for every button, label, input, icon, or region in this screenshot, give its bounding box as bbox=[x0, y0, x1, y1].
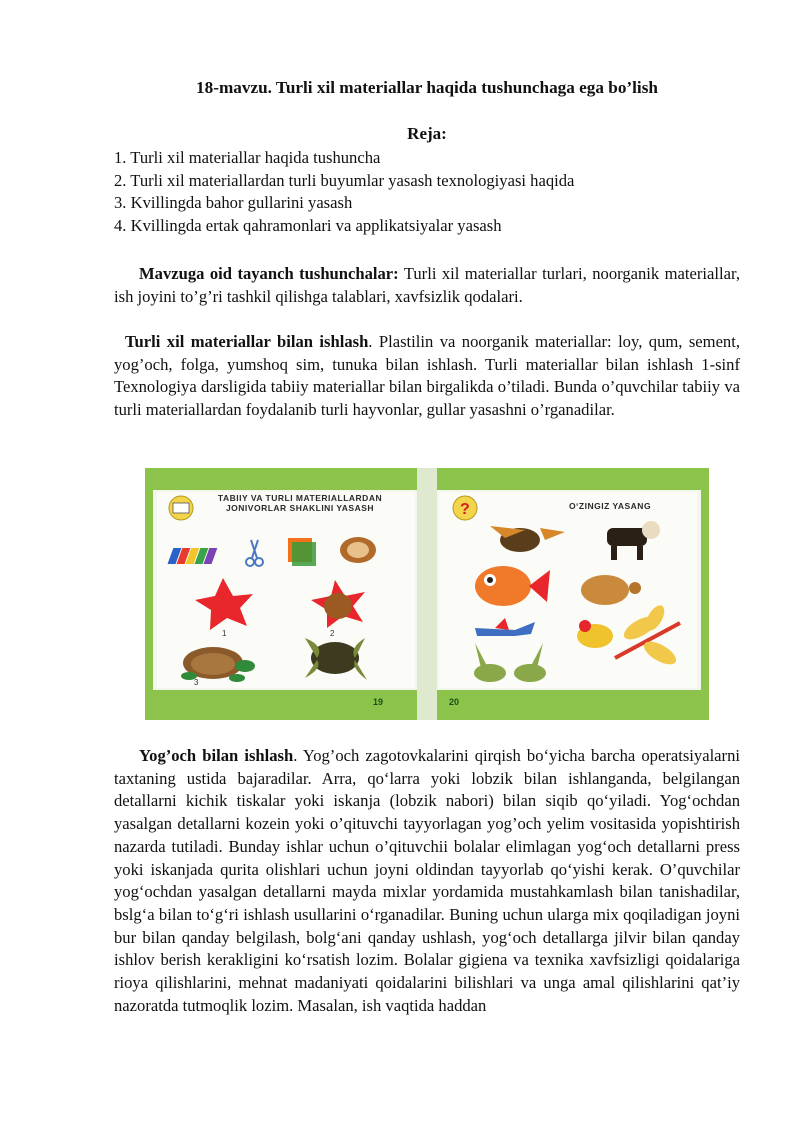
svg-text:?: ? bbox=[460, 501, 470, 518]
plan-item: 3. Kvillingda bahor gullarini yasash bbox=[114, 193, 353, 213]
key-concepts-paragraph bbox=[114, 263, 740, 308]
paragraph-lead: Turli xil materiallar bilan ishlash bbox=[125, 332, 369, 351]
paragraph-lead: Yog’och bilan ishlash bbox=[139, 746, 294, 765]
plan-item: 4. Kvillingda ertak qahramonlari va applikatsiyalar yasash bbox=[114, 215, 502, 235]
right-page-number: 20 bbox=[449, 697, 460, 707]
textbook-illustration bbox=[145, 468, 709, 720]
paragraph-text: Turli xil materiallar turlari, noorganik materiallar, ish joyini to’g’ri tashkil qilishga talablari, xavfsizlik qodalari. bbox=[114, 264, 740, 306]
paragraph-text: . Plastilin va noorganik materiallar: loy, qum, sement, yog’och, folga, yumshoq sim, tunuka bilan ishlash. Turli materiallar bilan ishlash 1-sinf Texnologiya darsligida tabiiy materiallar bilan birgalikda o’tiladi. Bunda o’quvchilar tabiiy va turli materiallardan foydalanib turli hayvonlar, gullar yasashni o’rganadilar. bbox=[114, 332, 740, 420]
item-number: 1 bbox=[222, 629, 227, 638]
right-page-heading: O‘ZINGIZ YASANG bbox=[568, 501, 652, 511]
item-number: 3 bbox=[194, 678, 199, 687]
plan-heading: Reja: bbox=[407, 124, 447, 143]
left-page-heading: TABIIY VA TURLI MATERIALLARDAN JONIVORLAR SHAKLINI YASASH bbox=[217, 493, 383, 513]
paragraph-lead: Mavzuga oid tayanch tushunchalar: bbox=[139, 264, 399, 283]
plan-list bbox=[114, 147, 740, 237]
materials-paragraph bbox=[114, 331, 740, 422]
left-page-number: 19 bbox=[373, 697, 384, 707]
plan-item: 1. Turli xil materiallar haqida tushuncha bbox=[114, 148, 381, 167]
plan-item: 2. Turli xil materiallardan turli buyumlar yasash texnologiyasi haqida bbox=[114, 170, 575, 190]
item-number: 2 bbox=[330, 629, 335, 638]
wood-paragraph bbox=[114, 745, 740, 1017]
paragraph-text: . Yog’och zagotovkalarini qirqish bo‘yicha barcha operatsiyalarni taxtaning ustida bajaradilar. Arra, qo‘larra yoki lobzik bilan ishlanganda, belgilangan detallarni kichik tiskalar yoki iskanja (lobzik nabori) bilan siqib qo‘yiladi. Yog‘ochdan yasalgan detallarni kozein yoki o’qituvchi tayyorlagan yog’och yelim vositasida yopishtirish nazarda tutiladi. Bunday ishlar uchun o’qituvchii bolalar elimlagan yog‘och detallarni press yoki iskanjada qurita olishlari uchun joyni oldindan tayyorlab qo‘yishi kerak. O’quvchilar yog‘ochdan yasalgan detallarni mayda mixlar yordamida mustahkamlash bilan tanishadilar, bslg‘a bilan to‘g‘ri ishlash usullarini o‘rganadilar. Buning uchun ularga mix qoqiladigan joyni bur bilan qanday belgilash, bolg‘ani qanday ushlash, yog‘och detallarga jilvir bilan qanday ishlov berish kerakligini ko‘rsatish lozim. Bolalar gigiena va texnika xavfsizligi qoidalariga rioya qilishlarini, mehnat madaniyati qoidalarini bilishlari va unga amal qilishlarini qat’iy nazoratda tutmoqlik lozim. Masalan, ish vaqtida haddan bbox=[114, 746, 740, 1015]
page-title: 18-mavzu. Turli xil materiallar haqida tushunchaga ega bo’lish bbox=[196, 78, 658, 97]
